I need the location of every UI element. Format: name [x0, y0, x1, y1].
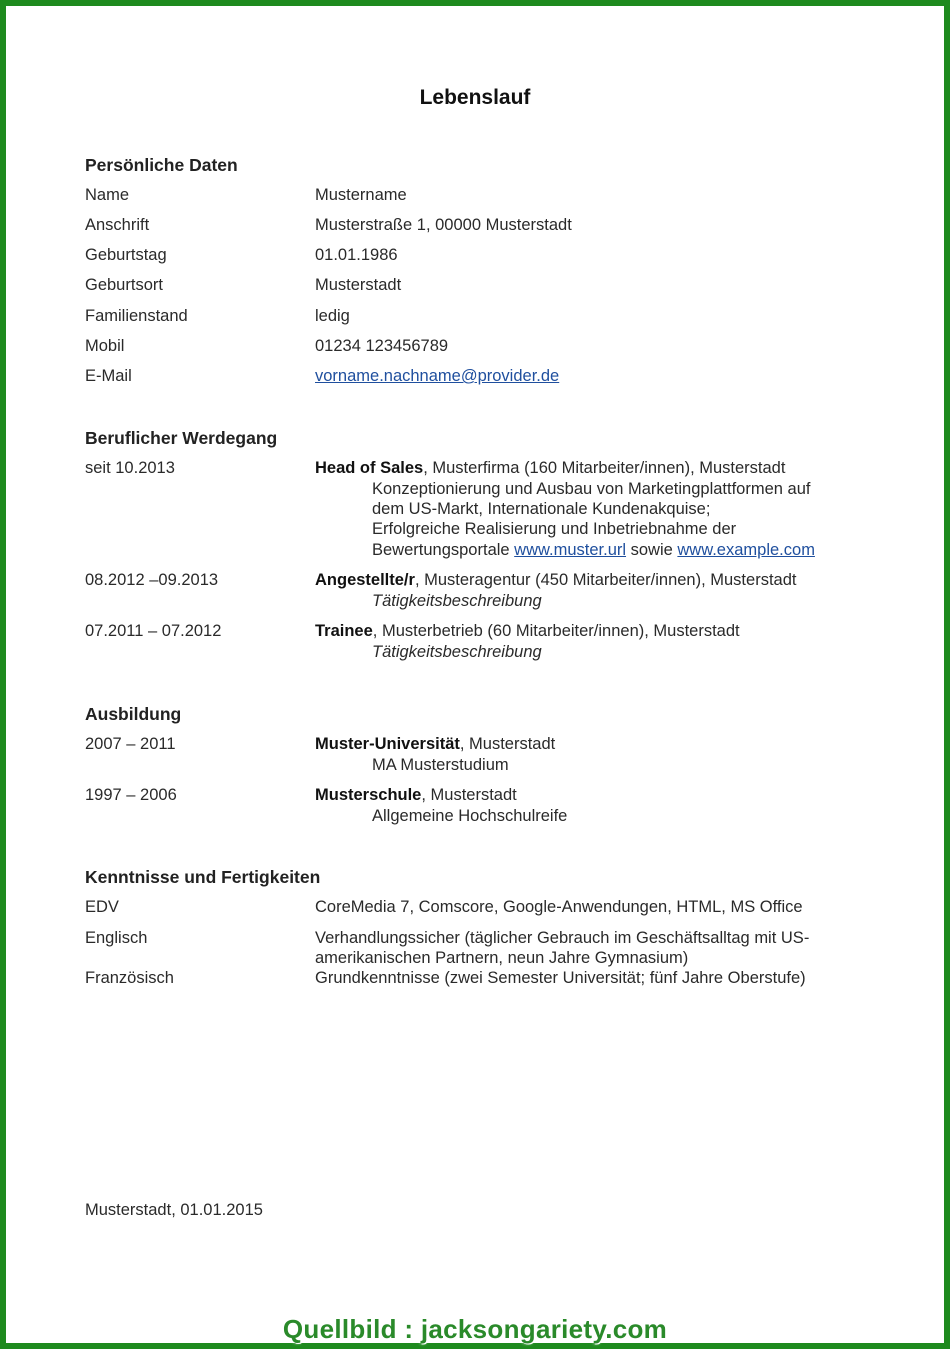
label-mobile: Mobil: [85, 337, 125, 355]
label-marital-status: Familienstand: [85, 307, 188, 325]
career-date-1: seit 10.2013: [85, 459, 175, 477]
skill-value-edv: CoreMedia 7, Comscore, Google-Anwendungen, HTML, MS Office: [315, 898, 803, 916]
section-heading-career: Beruflicher Werdegang: [85, 428, 278, 448]
value-birthday: 01.01.1986: [315, 246, 398, 264]
career-desc-prefix: Bewertungsportale: [372, 541, 515, 559]
place-date: Musterstadt, 01.01.2015: [85, 1201, 263, 1219]
career-role-2: Angestellte/r: [315, 571, 415, 589]
skill-label-edv: EDV: [85, 898, 119, 916]
label-address: Anschrift: [85, 216, 150, 234]
career-company-3: , Musterbetrieb (60 Mitarbeiter/innen), Musterstadt: [372, 622, 740, 640]
value-mobile: 01234 123456789: [315, 337, 449, 355]
value-marital-status: ledig: [315, 307, 350, 325]
email-link[interactable]: vorname.nachname@provider.de: [315, 367, 560, 385]
label-birthday: Geburtstag: [85, 246, 167, 264]
education-city-2: , Musterstadt: [421, 786, 517, 804]
value-address: Musterstraße 1, 00000 Musterstadt: [315, 216, 572, 234]
education-degree-1: MA Musterstudium: [372, 756, 509, 774]
muster-url-link[interactable]: www.muster.url: [514, 541, 627, 559]
career-desc-3: Tätigkeitsbeschreibung: [372, 643, 542, 661]
skill-label-french: Französisch: [85, 969, 174, 987]
label-birthplace: Geburtsort: [85, 276, 163, 294]
section-heading-education: Ausbildung: [85, 704, 182, 724]
career-role-3: Trainee: [315, 622, 373, 640]
education-school-name-2: Musterschule: [315, 786, 422, 804]
skill-label-english: Englisch: [85, 929, 148, 947]
skill-value-english-cont: amerikanischen Partnern, neun Jahre Gymnasium): [315, 949, 689, 967]
career-title-3: [315, 622, 740, 641]
career-desc-between: sowie: [626, 541, 678, 559]
section-heading-skills: Kenntnisse und Fertigkeiten: [85, 867, 321, 887]
career-desc-line-4: [372, 541, 815, 560]
source-caption: Quellbild : jacksongariety.com: [282, 1314, 668, 1344]
education-date-1: 2007 – 2011: [85, 735, 176, 753]
section-heading-personal: Persönliche Daten: [85, 155, 238, 175]
career-company-1: , Musterfirma (160 Mitarbeiter/innen), Musterstadt: [423, 459, 786, 477]
career-desc-line-1: Konzeptionierung und Ausbau von Marketingplattformen auf: [372, 480, 811, 498]
career-desc-line-3: Erfolgreiche Realisierung und Inbetriebnahme der: [372, 520, 737, 538]
career-role-1: Head of Sales: [315, 459, 424, 477]
career-company-2: , Musteragentur (450 Mitarbeiter/innen), Musterstadt: [414, 571, 797, 589]
career-date-2: 08.2012 –09.2013: [85, 571, 219, 589]
career-desc-2: Tätigkeitsbeschreibung: [372, 592, 542, 610]
skill-value-french: Grundkenntnisse (zwei Semester Universität; fünf Jahre Oberstufe): [315, 969, 806, 987]
education-school-2: [315, 786, 517, 805]
label-name: Name: [85, 186, 130, 204]
skill-value-english: Verhandlungssicher (täglicher Gebrauch im Geschäftsalltag mit US-: [315, 929, 810, 947]
career-desc-line-2: dem US-Markt, Internationale Kundenakquise;: [372, 500, 711, 518]
education-school-name-1: Muster-Universität: [315, 735, 460, 753]
value-name: Mustername: [315, 186, 407, 204]
education-degree-2: Allgemeine Hochschulreife: [372, 807, 568, 825]
example-com-link[interactable]: www.example.com: [677, 541, 815, 559]
career-date-3: 07.2011 – 07.2012: [85, 622, 222, 640]
label-email: E-Mail: [85, 367, 132, 385]
document-title: Lebenslauf: [419, 86, 531, 109]
career-title-2: [315, 571, 796, 590]
education-date-2: 1997 – 2006: [85, 786, 177, 804]
career-title-1: [315, 459, 785, 478]
value-birthplace: Musterstadt: [315, 276, 402, 294]
education-city-1: , Musterstadt: [459, 735, 556, 753]
education-school-1: [315, 735, 555, 754]
